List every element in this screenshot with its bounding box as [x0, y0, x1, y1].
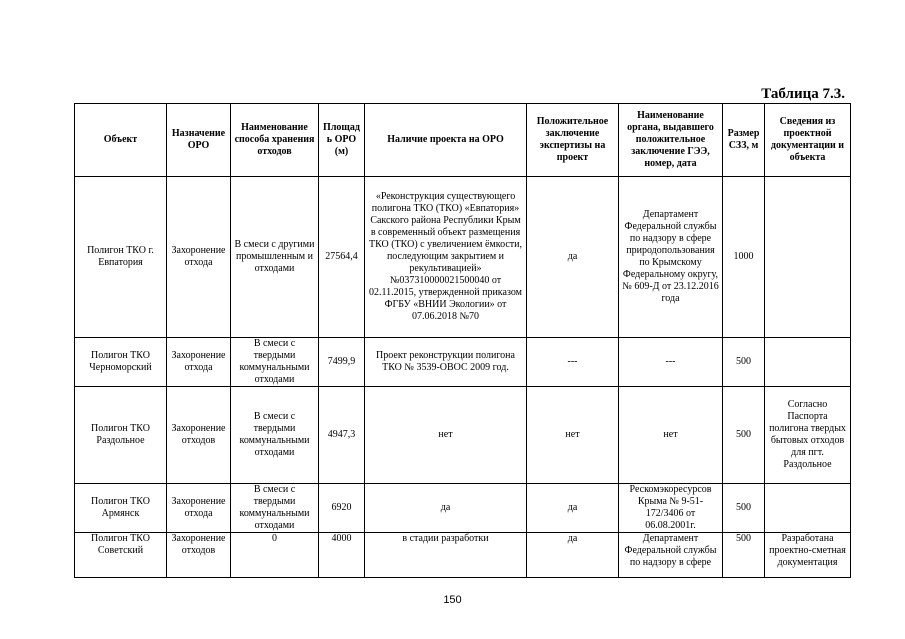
table-row	[75, 177, 851, 338]
cell-szz-size: 500	[723, 484, 765, 533]
cell-storage-method: В смеси с другими промышленным и отходами	[231, 177, 319, 338]
cell-expertise: да	[527, 177, 619, 338]
cell-purpose: Захоронение отхода	[167, 338, 231, 387]
cell-purpose: Захоронение отхода	[167, 484, 231, 533]
table-row	[75, 533, 851, 578]
header-project: Наличие проекта на ОРО	[365, 104, 527, 177]
cell-project: в стадии разработки	[365, 533, 527, 578]
table-caption: Таблица 7.3.	[761, 86, 845, 102]
cell-storage-method: В смеси с твердыми коммунальными отходами	[231, 484, 319, 533]
cell-storage-method: В смеси с твердыми коммунальными отходами	[231, 387, 319, 484]
cell-expertise: да	[527, 533, 619, 578]
table-row	[75, 484, 851, 533]
header-object: Объект	[75, 104, 167, 177]
cell-authority: ---	[619, 338, 723, 387]
cell-project: «Реконструкция существующего полигона ТКО (ТКО) «Евпатория» Сакского района Республики Крым в современный объект размещения ТКО (ТКО) с увеличением ёмкости, последующим закрытием и рекультивацией» №037310000021500040 от 02.11.2015, утвержденной приказом ФГБУ «ВНИИ Экологии» от 07.06.2018 №70	[365, 177, 527, 338]
header-authority: Наименование органа, выдавшего положительное заключение ГЭЭ, номер, дата	[619, 104, 723, 177]
header-area: Площадь ОРО (м)	[319, 104, 365, 177]
cell-object: Полигон ТКО Армянск	[75, 484, 167, 533]
cell-purpose: Захоронение отходов	[167, 533, 231, 578]
cell-storage-method: 0	[231, 533, 319, 578]
cell-szz-size: 500	[723, 338, 765, 387]
cell-documentation	[765, 338, 851, 387]
cell-authority: нет	[619, 387, 723, 484]
cell-szz-size: 500	[723, 533, 765, 578]
table-row	[75, 387, 851, 484]
cell-object: Полигон ТКО г. Евпатория	[75, 177, 167, 338]
cell-object: Полигон ТКО Советский	[75, 533, 167, 578]
cell-area: 4000	[319, 533, 365, 578]
cell-area: 27564,4	[319, 177, 365, 338]
cell-authority: Департамент Федеральной службы по надзору в сфере	[619, 533, 723, 578]
header-purpose: Назначение ОРО	[167, 104, 231, 177]
header-row	[75, 104, 851, 177]
cell-documentation	[765, 484, 851, 533]
cell-authority: Департамент Федеральной службы по надзору в сфере природопользования по Крымскому Федеральному округу, № 609-Д от 23.12.2016 года	[619, 177, 723, 338]
cell-object: Полигон ТКО Черноморский	[75, 338, 167, 387]
table-row	[75, 338, 851, 387]
cell-documentation	[765, 177, 851, 338]
cell-authority: Рескомэкоресурсов Крыма № 9-51-172/3406 от 06.08.2001г.	[619, 484, 723, 533]
cell-storage-method: В смеси с твердыми коммунальными отходами	[231, 338, 319, 387]
cell-area: 7499,9	[319, 338, 365, 387]
cell-project: нет	[365, 387, 527, 484]
cell-area: 6920	[319, 484, 365, 533]
header-documentation: Сведения из проектной документации и объекта	[765, 104, 851, 177]
cell-expertise: ---	[527, 338, 619, 387]
cell-purpose: Захоронение отходов	[167, 387, 231, 484]
cell-area: 4947,3	[319, 387, 365, 484]
cell-szz-size: 500	[723, 387, 765, 484]
cell-szz-size: 1000	[723, 177, 765, 338]
cell-project: да	[365, 484, 527, 533]
cell-expertise: нет	[527, 387, 619, 484]
header-storage-method: Наименование способа хранения отходов	[231, 104, 319, 177]
cell-project: Проект реконструкции полигона ТКО № 3539-ОВОС 2009 год.	[365, 338, 527, 387]
page-number: 150	[443, 594, 462, 606]
cell-documentation: Согласно Паспорта полигона твердых бытовых отходов для пгт. Раздольное	[765, 387, 851, 484]
cell-object: Полигон ТКО Раздольное	[75, 387, 167, 484]
cell-documentation: Разработана проектно-сметная документация	[765, 533, 851, 578]
cell-expertise: да	[527, 484, 619, 533]
header-expertise: Положительное заключение экспертизы на проект	[527, 104, 619, 177]
data-table	[74, 103, 851, 578]
header-szz-size: Размер СЗЗ, м	[723, 104, 765, 177]
cell-purpose: Захоронение отхода	[167, 177, 231, 338]
